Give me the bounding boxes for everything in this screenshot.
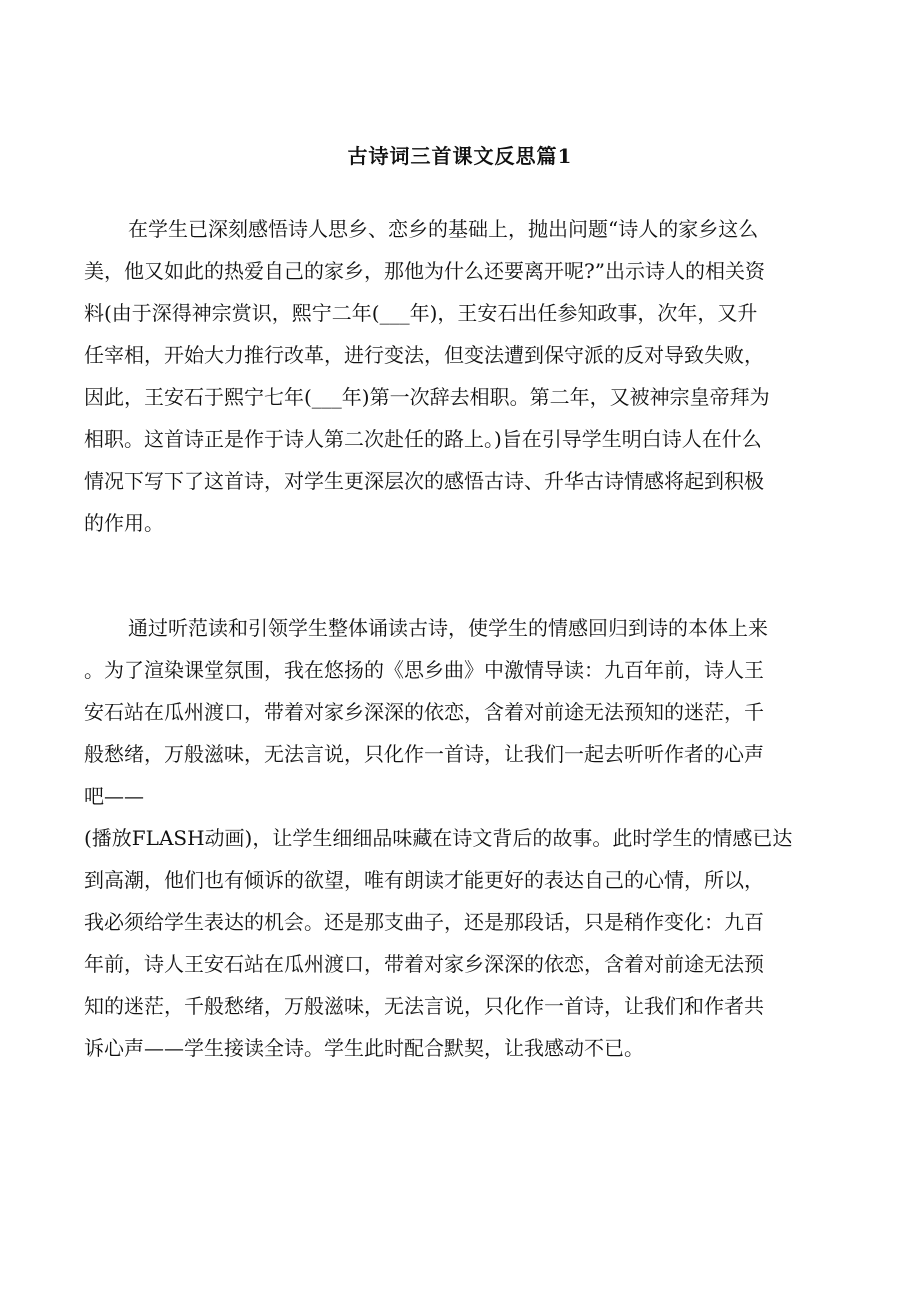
paragraph-line: 诉心声——学生接读全诗。学生此时配合默契，让我感动不已。 (84, 1036, 644, 1060)
paragraph-line: 通过听范读和引领学生整体诵读古诗，使学生的情感回归到诗的本体上来 (128, 616, 768, 640)
paragraph-line: 到高潮，他们也有倾诉的欲望，唯有朗读才能更好的表达自己的心情，所以， (84, 868, 764, 892)
paragraph-line: 。为了渲染课堂氛围，我在悠扬的《思乡曲》中激情导读：九百年前，诗人王 (84, 658, 764, 682)
paragraph-2 (84, 607, 836, 1069)
paragraph-line: 情况下写下了这首诗，对学生更深层次的感悟古诗、升华古诗情感将起到积极 (84, 469, 764, 493)
paragraph-line: 料(由于深得神宗赏识，熙宁二年(___年)，王安石出任参知政事，次年，又升 (84, 301, 758, 325)
paragraph-line: 知的迷茫，千般愁绪，万般滋味，无法言说，只化作一首诗，让我们和作者共 (84, 994, 764, 1018)
paragraph-line: 的作用。 (84, 511, 164, 535)
paragraph-1 (84, 208, 836, 544)
paragraph-line: 因此，王安石于熙宁七年(___年)第一次辞去相职。第二年，又被神宗皇帝拜为 (84, 385, 770, 409)
paragraph-line: 我必须给学生表达的机会。还是那支曲子，还是那段话，只是稍作变化：九百 (84, 910, 764, 934)
paragraph-line: 安石站在瓜州渡口，带着对家乡深深的依恋，含着对前途无法预知的迷茫，千 (84, 700, 764, 724)
document-title: 古诗词三首课文反思篇1 (347, 144, 573, 168)
paragraph-line: 相职。这首诗正是作于诗人第二次赴任的路上。)旨在引导学生明白诗人在什么 (84, 427, 762, 451)
paragraph-line: 年前，诗人王安石站在瓜州渡口，带着对家乡深深的依恋，含着对前途无法预 (84, 952, 764, 976)
paragraph-line: (播放FLASH动画)，让学生细细品味藏在诗文背后的故事。此时学生的情感已达 (84, 826, 793, 850)
paragraph-line: 般愁绪，万般滋味，无法言说，只化作一首诗，让我们一起去听听作者的心声 (84, 742, 764, 766)
paragraph-line: 吧—— (84, 784, 144, 808)
paragraph-line: 任宰相，开始大力推行改革，进行变法，但变法遭到保守派的反对导致失败， (84, 343, 764, 367)
paragraph-line: 美，他又如此的热爱自己的家乡，那他为什么还要离开呢?”出示诗人的相关资 (84, 259, 765, 283)
paragraph-line: 在学生已深刻感悟诗人思乡、恋乡的基础上，抛出问题“诗人的家乡这么 (128, 217, 759, 241)
